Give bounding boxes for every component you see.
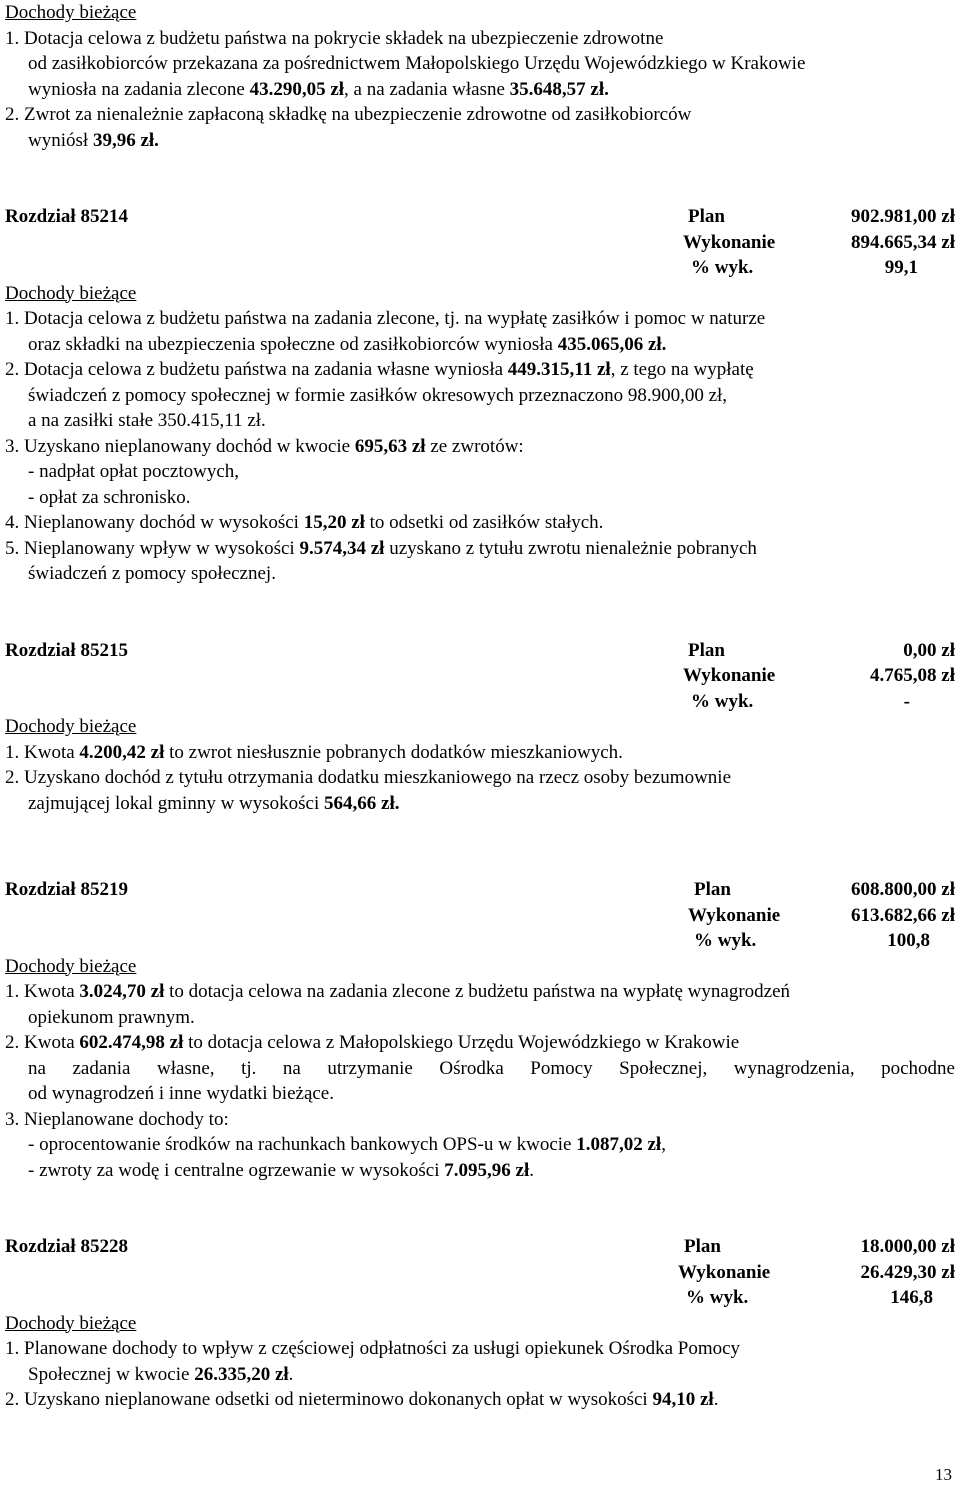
sub-list-item: - zwroty za wodę i centralne ogrzewanie w wysokości 7.095,96 zł. bbox=[28, 1159, 534, 1181]
page-number: 13 bbox=[935, 1464, 952, 1484]
execution-label: Wykonanie bbox=[683, 665, 776, 686]
execution-value: 613.682,66 zł bbox=[851, 904, 955, 926]
section-heading: Dochody bieżące bbox=[5, 955, 137, 977]
plan-value: 608.800,00 zł bbox=[851, 879, 955, 900]
percent-label: % wyk. bbox=[686, 1287, 749, 1308]
percent-value: 99,1 bbox=[884, 257, 918, 278]
list-item: 1. Kwota 3.024,70 zł to dotacja celowa na zadania zlecone z budżetu państwa na wypłatę wynagrodzeń bbox=[5, 981, 791, 1002]
percent-value: - bbox=[903, 690, 910, 712]
list-item-continuation: Społecznej w kwocie 26.335,20 zł. bbox=[28, 1363, 294, 1385]
section-heading: Dochody bieżące bbox=[5, 2, 137, 23]
execution-row bbox=[5, 663, 955, 689]
execution-row bbox=[5, 1260, 955, 1286]
sub-list-item: - nadpłat opłat pocztowych, bbox=[28, 461, 240, 482]
list-item-continuation: wyniósł 39,96 zł. bbox=[28, 129, 159, 151]
chapter-title: Rozdział 85215 bbox=[5, 639, 128, 661]
percent-label: % wyk. bbox=[691, 257, 754, 278]
chapter-title: Rozdział 85214 bbox=[5, 206, 128, 227]
execution-row bbox=[5, 903, 955, 929]
chapter-title: Rozdział 85228 bbox=[5, 1236, 128, 1257]
percent-row bbox=[5, 928, 955, 954]
list-item-continuation: od zasiłkobiorców przekazana za pośrednictwem Małopolskiego Urzędu Wojewódzkiego w Krakowie bbox=[28, 53, 806, 74]
list-item: 1. Kwota 4.200,42 zł to zwrot niesłusznie pobranych dodatków mieszkaniowych. bbox=[5, 741, 623, 763]
execution-label: Wykonanie bbox=[678, 1261, 771, 1283]
chapter-85219-header bbox=[5, 877, 955, 903]
list-item: 5. Nieplanowany wpływ w wysokości 9.574,34 zł uzyskano z tytułu zwrotu nienależnie pobranych bbox=[5, 537, 757, 559]
percent-label: % wyk. bbox=[694, 930, 757, 951]
list-item-continuation: na zadania własne, tj. na utrzymanie Ośrodka Pomocy Społecznej, wynagrodzenia, pochodne bbox=[28, 1057, 955, 1079]
section-heading: Dochody bieżące bbox=[5, 282, 137, 304]
chapter-85215-header bbox=[5, 638, 955, 664]
list-item: 2. Uzyskano nieplanowane odsetki od nieterminowo dokonanych opłat w wysokości 94,10 zł. bbox=[5, 1389, 719, 1410]
plan-value: 0,00 zł bbox=[903, 639, 955, 661]
list-item-continuation: zajmującej lokal gminny w wysokości 564,66 zł. bbox=[28, 792, 400, 814]
plan-label: Plan bbox=[688, 206, 725, 227]
list-item: 2. Zwrot za nienależnie zapłaconą składkę na ubezpieczenie zdrowotne od zasiłkobiorców bbox=[5, 104, 692, 125]
percent-value: 146,8 bbox=[890, 1287, 933, 1308]
list-item: 3. Uzyskano nieplanowany dochód w kwocie 695,63 zł ze zwrotów: bbox=[5, 435, 524, 457]
execution-value: 4.765,08 zł bbox=[870, 665, 955, 686]
list-item-continuation: oraz składki na ubezpieczenia społeczne od zasiłkobiorców wyniosła 435.065,06 zł. bbox=[28, 333, 667, 355]
percent-row bbox=[5, 689, 955, 715]
list-item-continuation: opiekunom prawnym. bbox=[28, 1006, 195, 1028]
plan-label: Plan bbox=[688, 639, 725, 661]
list-item-continuation: świadczeń z pomocy społecznej. bbox=[28, 563, 276, 584]
execution-row bbox=[5, 230, 955, 256]
execution-value: 26.429,30 zł bbox=[860, 1261, 955, 1283]
execution-value: 894.665,34 zł bbox=[851, 231, 955, 253]
plan-value: 902.981,00 zł bbox=[851, 206, 955, 227]
list-item: 2. Kwota 602.474,98 zł to dotacja celowa z Małopolskiego Urzędu Wojewódzkiego w Krakowie bbox=[5, 1032, 740, 1053]
plan-value: 18.000,00 zł bbox=[860, 1236, 955, 1257]
document-page bbox=[5, 0, 955, 1413]
sub-list-item: - oprocentowanie środków na rachunkach bankowych OPS-u w kwocie 1.087,02 zł, bbox=[28, 1134, 666, 1155]
plan-label: Plan bbox=[684, 1236, 721, 1257]
execution-label: Wykonanie bbox=[683, 231, 776, 253]
section-heading: Dochody bieżące bbox=[5, 716, 137, 737]
chapter-85214-header bbox=[5, 204, 955, 230]
list-item-continuation: od wynagrodzeń i inne wydatki bieżące. bbox=[28, 1083, 334, 1104]
percent-label: % wyk. bbox=[691, 690, 754, 712]
list-item: 3. Nieplanowane dochody to: bbox=[5, 1108, 229, 1130]
list-item-continuation: świadczeń z pomocy społecznej w formie zasiłków okresowych przeznaczono 98.900,00 zł, bbox=[28, 384, 728, 406]
list-item: 2. Dotacja celowa z budżetu państwa na zadania własne wyniosła 449.315,11 zł, z tego na wypłatę bbox=[5, 359, 754, 380]
list-item: 2. Uzyskano dochód z tytułu otrzymania dodatku mieszkaniowego na rzecz osoby bezumownie bbox=[5, 767, 732, 788]
section-heading: Dochody bieżące bbox=[5, 1312, 137, 1334]
execution-label: Wykonanie bbox=[688, 904, 781, 926]
list-item: 1. Dotacja celowa z budżetu państwa na pokrycie składek na ubezpieczenie zdrowotne bbox=[5, 27, 664, 49]
list-item-continuation: a na zasiłki stałe 350.415,11 zł. bbox=[28, 410, 266, 431]
chapter-85228-header bbox=[5, 1234, 955, 1260]
list-item: 1. Dotacja celowa z budżetu państwa na zadania zlecone, tj. na wypłatę zasiłków i pomoc w naturze bbox=[5, 308, 766, 329]
list-item-continuation: wyniosła na zadania zlecone 43.290,05 zł, a na zadania własne 35.648,57 zł. bbox=[28, 78, 609, 100]
chapter-title: Rozdział 85219 bbox=[5, 879, 128, 900]
percent-row bbox=[5, 1285, 955, 1311]
list-item: 4. Nieplanowany dochód w wysokości 15,20 zł to odsetki od zasiłków stałych. bbox=[5, 512, 604, 533]
list-item: 1. Planowane dochody to wpływ z częściowej odpłatności za usługi opiekunek Ośrodka Pomocy bbox=[5, 1338, 741, 1359]
sub-list-item: - opłat za schronisko. bbox=[28, 486, 191, 508]
plan-label: Plan bbox=[694, 879, 731, 900]
percent-row bbox=[5, 255, 955, 281]
percent-value: 100,8 bbox=[887, 930, 930, 951]
